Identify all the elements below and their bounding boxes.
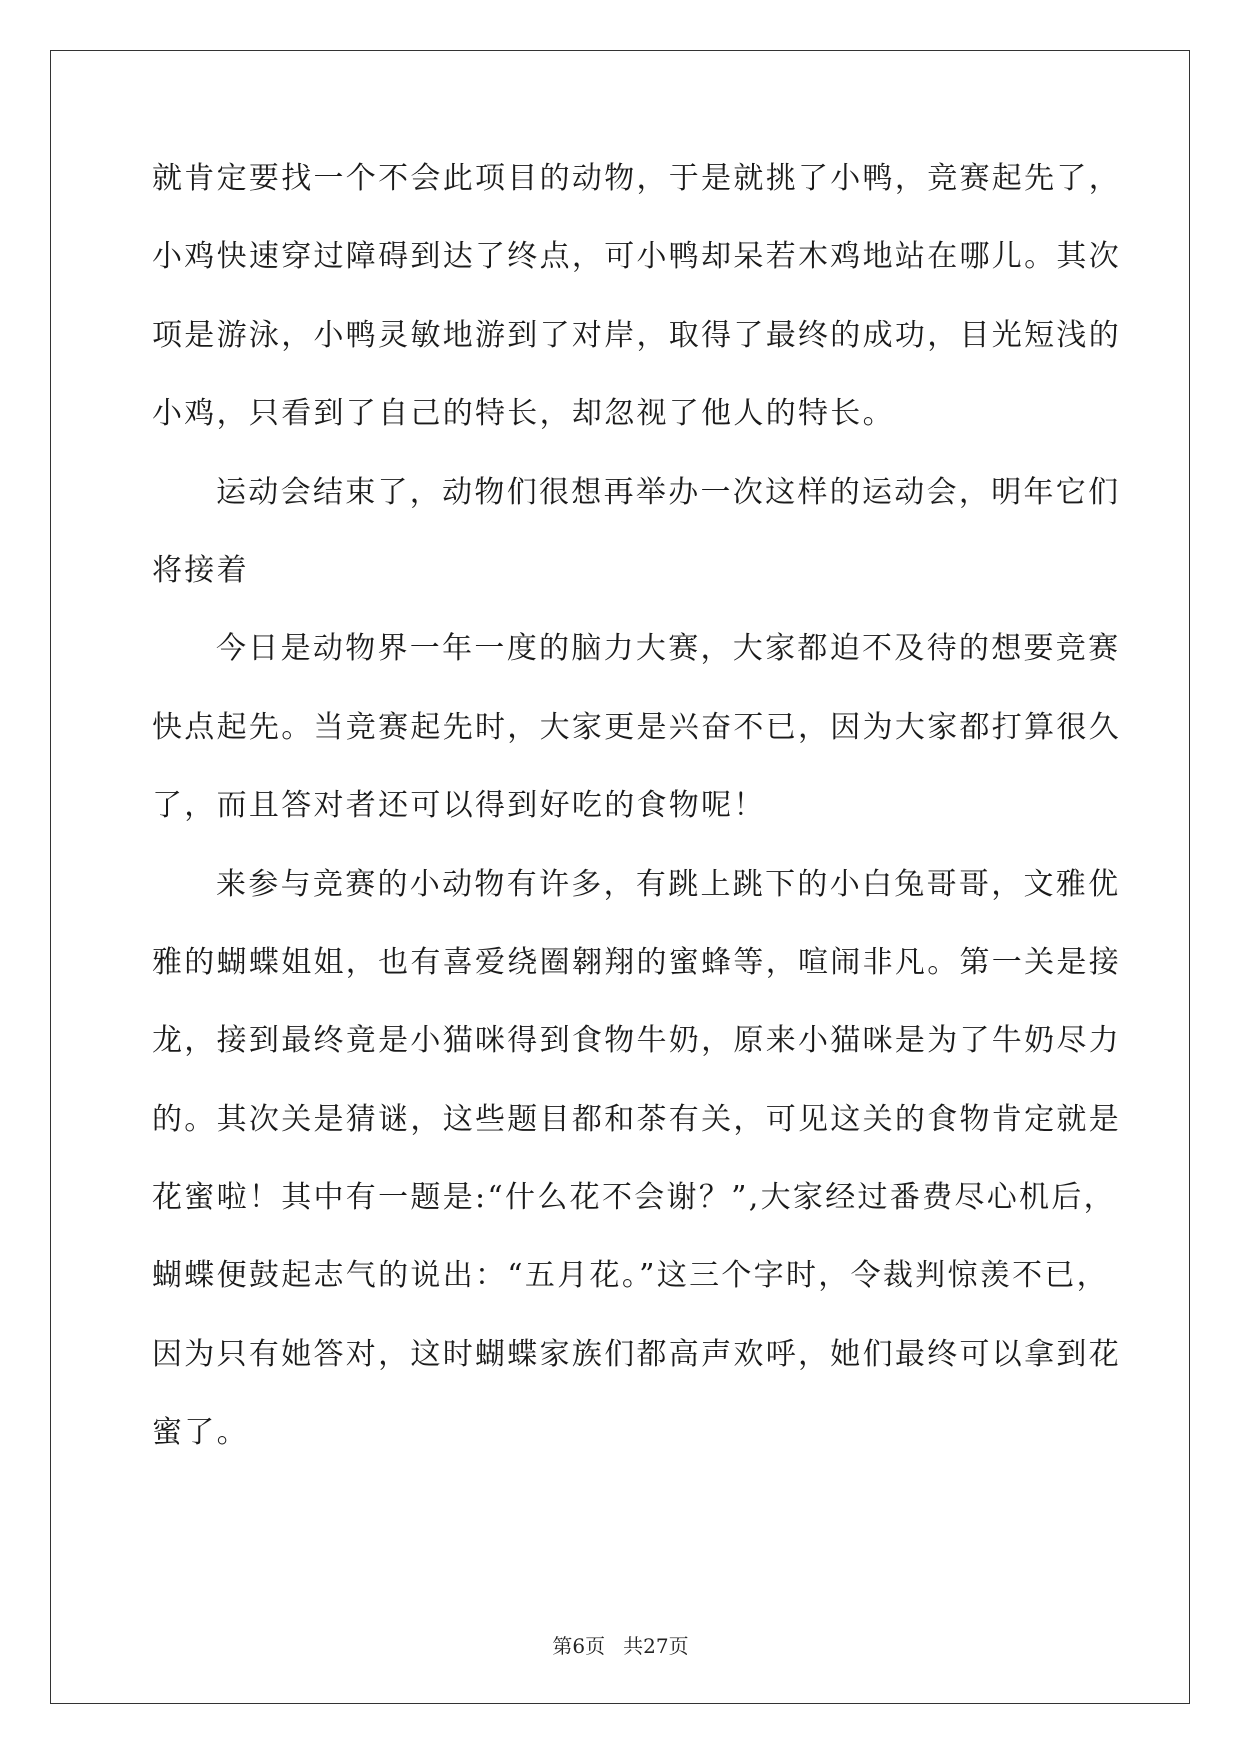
text-line-5: 运动会结束了，动物们很想再举办一次这样的运动会，明年它们 [216, 474, 1121, 510]
text-line-16: 因为只有她答对，这时蝴蝶家族们都高声欢呼，她们最终可以拿到花 [152, 1336, 1121, 1372]
document-body [152, 161, 1121, 1494]
text-line-4: 小鸡，只看到了自己的特长，却忽视了他人的特长。 [152, 396, 895, 432]
page-number: 第6页 [552, 1634, 606, 1658]
text-line-15: 蝴蝶便鼓起志气的说出：“五月花。”这三个字时，令裁判惊羡不已， [152, 1258, 1109, 1294]
text-line-17: 蜜了。 [152, 1415, 249, 1451]
text-line-3: 项是游泳，小鸭灵敏地游到了对岸，取得了最终的成功，目光短浅的 [152, 317, 1121, 353]
text-line-13: 的。其次关是猜谜，这些题目都和茶有关，可见这关的食物肯定就是 [152, 1101, 1121, 1137]
page-footer [0, 1630, 1241, 1659]
text-line-14: 花蜜啦！其中有一题是:“什么花不会谢？”,大家经过番费尽心机后， [152, 1180, 1116, 1216]
text-line-1: 就肯定要找一个不会此项目的动物，于是就挑了小鸭，竞赛起先了， [152, 161, 1121, 196]
text-line-12: 龙，接到最终竟是小猫咪得到食物牛奶，原来小猫咪是为了牛奶尽力 [152, 1023, 1121, 1059]
text-line-2: 小鸡快速穿过障碍到达了终点，可小鸭却呆若木鸡地站在哪儿。其次 [152, 239, 1121, 275]
text-line-11: 雅的蝴蝶姐姐，也有喜爱绕圈翱翔的蜜蜂等，喧闹非凡。第一关是接 [152, 944, 1121, 980]
text-line-7: 今日是动物界一年一度的脑力大赛，大家都迫不及待的想要竞赛 [216, 631, 1121, 667]
text-line-6: 将接着 [152, 552, 249, 588]
text-line-8: 快点起先。当竞赛起先时，大家更是兴奋不已，因为大家都打算很久 [152, 709, 1121, 745]
page-total: 共27页 [623, 1634, 689, 1658]
text-line-10: 来参与竞赛的小动物有许多，有跳上跳下的小白兔哥哥，文雅优 [216, 866, 1121, 902]
text-line-9: 了，而且答对者还可以得到好吃的食物呢！ [152, 788, 766, 824]
